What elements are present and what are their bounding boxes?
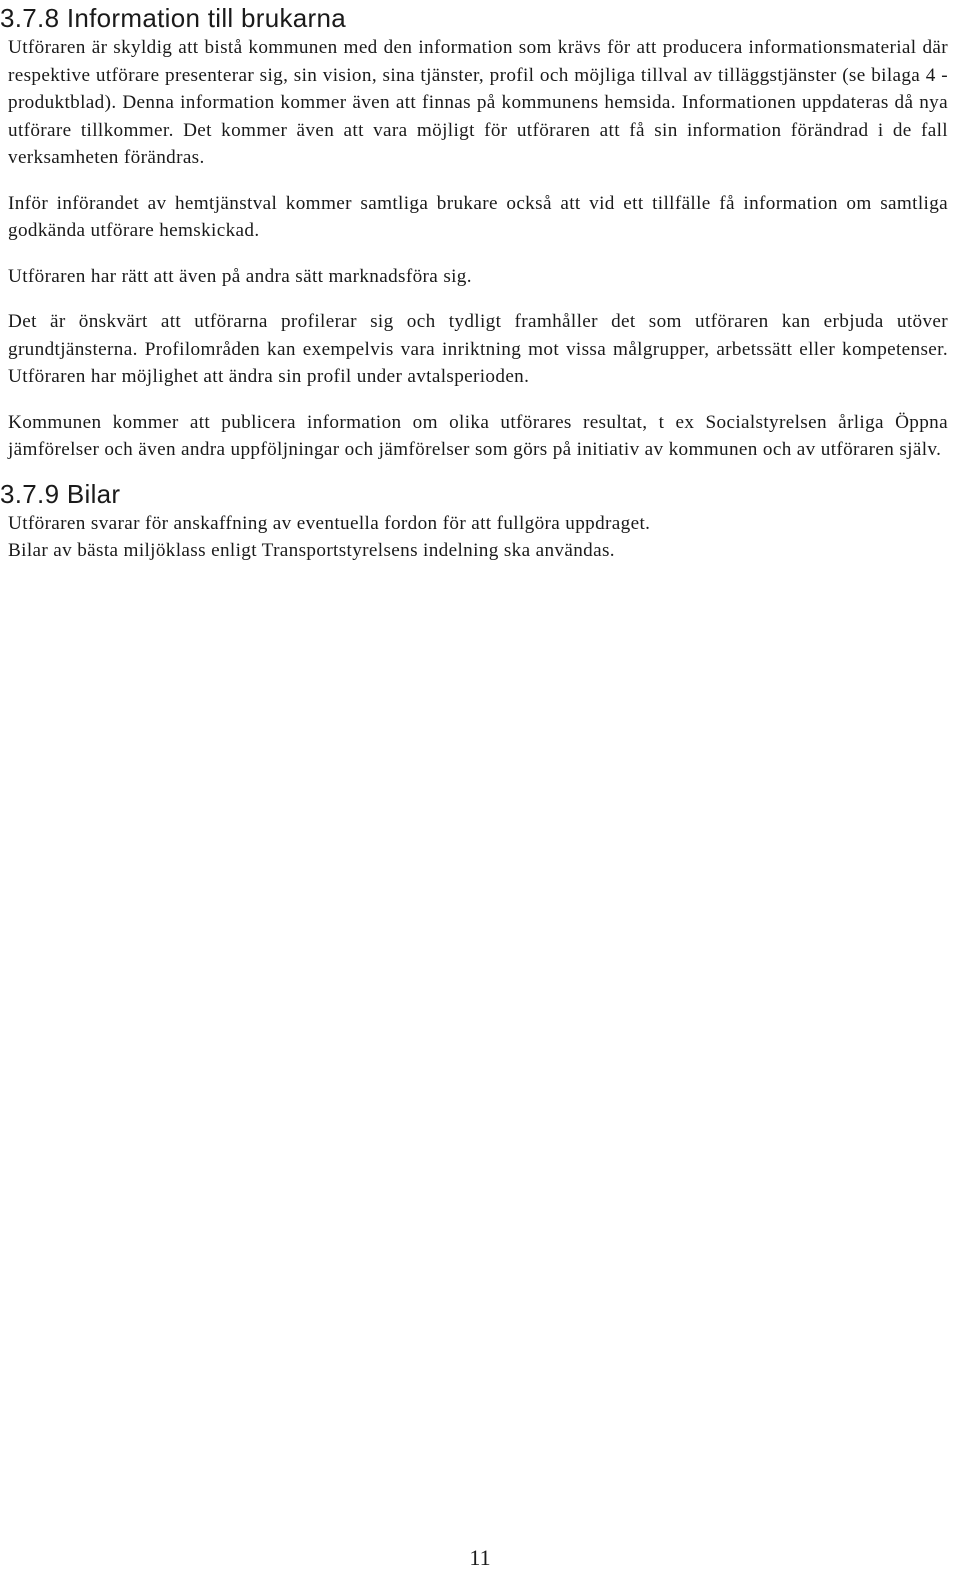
paragraph-marketing-right: Utföraren har rätt att även på andra sätt marknadsföra sig.	[8, 265, 472, 287]
paragraph-environment-class: Bilar av bästa miljöklass enligt Transportstyrelsens indelning ska användas.	[8, 540, 615, 561]
paragraph-vehicle-procurement: Utföraren svarar för anskaffning av eventuella fordon för att fullgöra uppdraget.	[8, 512, 651, 534]
page-number: 11	[469, 1545, 491, 1570]
document-page	[0, 0, 948, 565]
paragraph-introduction-mailing: Inför införandet av hemtjänstval kommer samtliga brukare också att vid ett tillfälle få information om samtliga godkända utförare hemskickad.	[8, 192, 948, 241]
paragraph-results-publication: Kommunen kommer att publicera information om olika utförares resultat, t ex Socialstyrelsen årliga Öppna jämförelser och även andra uppföljningar och jämförelser som görs på initiativ av kommunen och av utföraren själv.	[8, 411, 948, 460]
section-heading-information: 3.7.8 Information till brukarna	[0, 3, 347, 33]
paragraph-profiling: Det är önskvärt att utförarna profilerar sig och tydligt framhåller det som utföraren kan erbjuda utöver grundtjänsterna. Profilområden kan exempelvis vara inriktning mot vissa målgrupper, arbetssätt eller kompetenser. Utföraren har möjlighet att ändra sin profil under avtalsperioden.	[8, 311, 948, 387]
section-heading-cars: 3.7.9 Bilar	[0, 478, 121, 509]
paragraph-information-obligation: Utföraren är skyldig att bistå kommunen med den information som krävs för att producera informationsmaterial där respektive utförare presenterar sig, sin vision, sina tjänster, profil och möjliga tillval av tilläggstjänster (se bilaga 4 - produktblad). Denna information kommer även att finnas på kommunens hemsida. Informationen uppdateras då nya utförare tillkommer. Det kommer även att vara möjligt för utföraren att få sin information förändrad i de fall verksamheten förändras.	[8, 37, 948, 168]
